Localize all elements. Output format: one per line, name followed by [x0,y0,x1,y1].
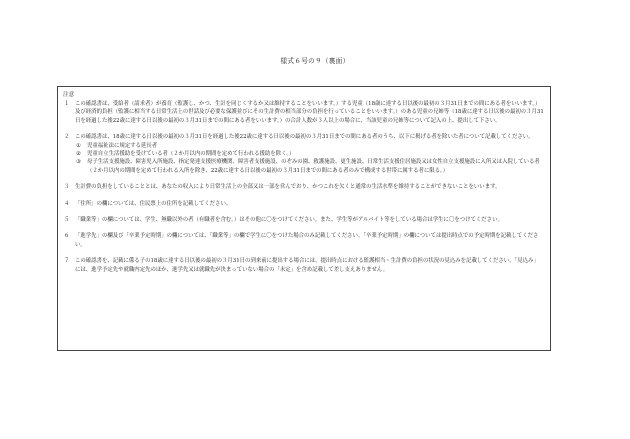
sub-item-marker: ② [76,151,81,158]
note-sub-item [75,142,544,150]
note-text: 生計費の負担をしていることとは、あなたの収入により日常生活上の全部又は一部を営んでおり、かつこれを欠くと通常の生活水準を維持することができないことをいいます。 [75,184,501,191]
note-sub-item [75,158,544,175]
note-number: ７ [64,258,70,265]
note-4 [63,200,544,208]
sub-item-text: 児童自立生活援助を受けている者（２か月以内の期間を定めて行われる援助を除く。） [87,151,295,158]
note-number: １ [64,101,70,107]
sub-item-marker: ③ [76,159,81,166]
sub-item-text: 母子生活支援施設、障害児入所施設、指定発達支援医療機関、障害者支援施設、のぞみの園、救護施設、更生施設、日常生活支援住居施設又は女性自立支援施設に入所又は入院している者（２か月以内の期間を定めて行われる入所を除き、22歳に達する日以後の最初の３月31日までの間にある者のみで構成する世帯に属する者に限る。） [87,159,540,174]
note-text: この確認書は、18歳に達する日以後の最初の３月31日を経過した後22歳に達する日以後の最初の３月31日までの間にある者のうち、以下に掲げる者を除いた者について記載してください。 [75,134,534,141]
note-text: この確認書を、記載に係る子の18歳に達する日以後の最初の３月31日の到来前に提出する場合には、提出時点における監護相当・生計費の負担の状況の見込みを記載してください。「見込み」には、進学予定先や就職内定先のほか、進学先又は就職先が決まっていない場合の「未定」を含め記載して差し支えありません。 [75,258,539,273]
note-number: ５ [64,217,70,224]
note-6 [63,232,544,249]
note-number: ６ [64,233,70,240]
note-5 [63,216,544,224]
note-number: ２ [64,134,70,141]
note-text: 「職業等」の欄については、学生、無職以外の者（有職者を含む。）はその他に〇をつけてください。また、学生等がアルバイト等をしている場合は学生に〇をつけてください。 [75,217,503,224]
notes-box [57,86,551,351]
note-number: ３ [64,184,70,191]
note-number: ４ [64,200,70,207]
notes-heading: 注意 [63,92,75,98]
note-3 [63,183,544,191]
note-text: この確認書は、受給者（請求者）が養育（監護し、かつ、生計を同じくするか又は維持することをいいます。）する児童（18歳に達する日以後の最初の３月31日までの間にある者をいいます。）及び経済的負担（監護に相当する日常生活上の世話及び必要な保護並びにその生計費の相当部分の負担を行っていることをいいます。）のある児童の兄姉等（18歳に達する日以後の最初の３月31日を経過した後22歳に達する日以後の最初の３月31日までの間にある者をいいます。）の合計人数が３人以上の場合に、当該児童の兄姉等について記入の上、提出して下さい。 [75,101,544,124]
note-text: 「進学先」の欄及び「卒業予定時期」の欄については、「職業等」の欄で学生に〇をつけた場合のみ記載してください。「卒業予定時期」の欄については提出時点での予定時期を記載してください。 [75,233,539,248]
note-1 [63,100,544,125]
sub-item-text: 児童福祉法に規定する延長者 [87,142,158,149]
note-sub-item [75,150,544,158]
note-text: 「住所」の欄については、住民票上の住所を記載してください。 [75,200,232,207]
sub-item-marker: ① [76,142,81,149]
form-title: 様式６号の９（裏面） [280,57,350,65]
note-2 [63,133,544,175]
note-7 [63,257,544,274]
